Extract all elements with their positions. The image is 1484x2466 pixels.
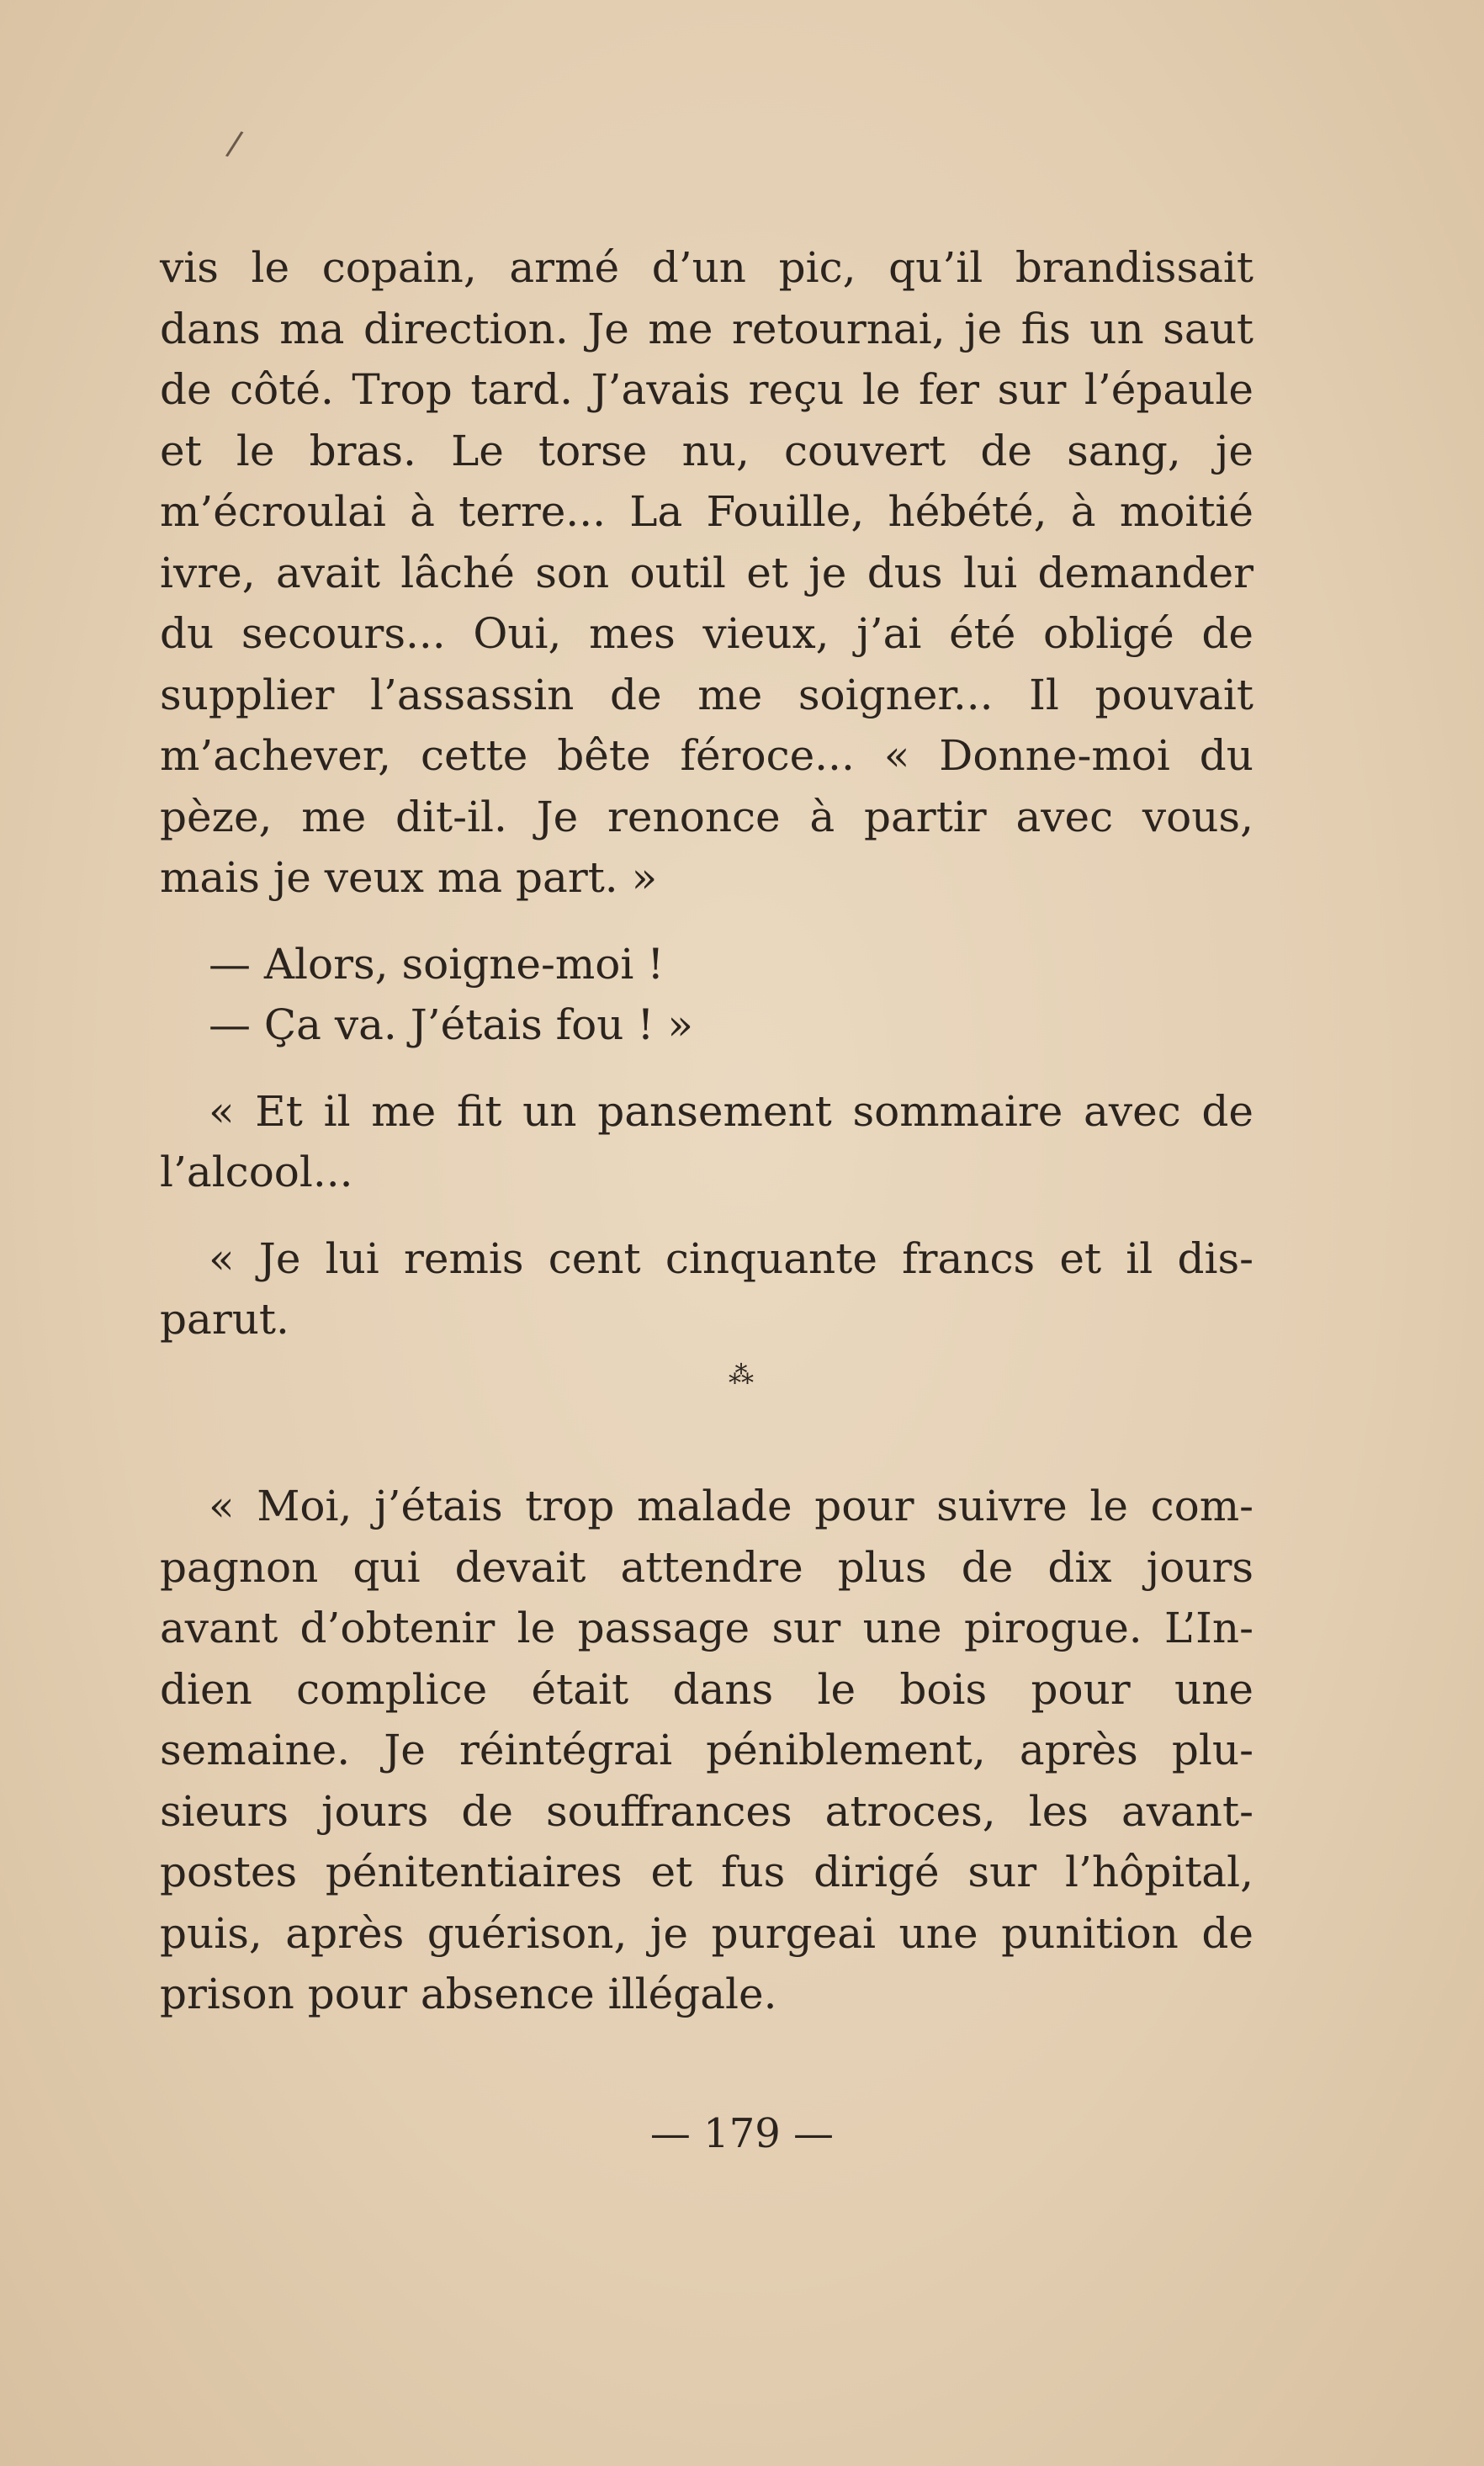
text-line: et le bras. Le torse nu, couvert de sang, je [160, 426, 1253, 475]
text-line: supplier l’assassin de me soigner... Il pouvait [160, 670, 1253, 719]
text-line: m’achever, cette bête féroce... « Donne-moi du [160, 731, 1253, 780]
text-line: postes pénitentiaires et fus dirigé sur l’hôpital, [160, 1848, 1253, 1896]
text-line: sieurs jours de souffrances atroces, les avant- [160, 1786, 1253, 1836]
text-line: puis, après guérison, je purgeai une punition de [160, 1908, 1253, 1958]
text-line: dien complice était dans le bois pour une [160, 1664, 1253, 1714]
text-line: mais je veux ma part. » [160, 853, 658, 902]
text-line: parut. [160, 1295, 289, 1344]
text-line: m’écroulai à terre... La Fouille, hébété, à moitié [160, 487, 1253, 536]
page-number: — 179 — [649, 2110, 835, 2157]
text-line: pèze, me dit-il. Je renonce à partir avec vous, [160, 792, 1253, 841]
text-line: de côté. Trop tard. J’avais reçu le fer sur l’épaule [160, 365, 1253, 414]
paragraph [160, 1228, 1253, 1350]
text-line: l’alcool... [160, 1148, 353, 1196]
text-line: « Je lui remis cent cinquante francs et il dis- [209, 1233, 1253, 1283]
text-line: du secours... Oui, mes vieux, j’ai été obligé de [160, 609, 1253, 658]
text-line: dans ma direction. Je me retournai, je fis un saut [160, 304, 1253, 353]
paragraph [160, 1081, 1253, 1203]
paragraph-final [160, 1476, 1253, 2025]
text-line: vis le copain, armé d’un pic, qu’il brandissait [160, 243, 1253, 292]
dialogue-line: — Ça va. J’étais fou ! » [209, 1000, 693, 1049]
text-line: pagnon qui devait attendre plus de dix jours [160, 1542, 1253, 1592]
ink-mark: / [224, 124, 246, 164]
text-line: semaine. Je réintégrai péniblement, après plu- [160, 1726, 1253, 1774]
text-line: ivre, avait lâché son outil et je dus lui demander [160, 548, 1253, 597]
paragraph-continuation [160, 237, 1253, 1350]
dialogue-line: — Alors, soigne-moi ! [209, 939, 665, 989]
text-line: « Moi, j’étais trop malade pour suivre le com- [209, 1482, 1253, 1530]
text-line: prison pour absence illégale. [160, 1970, 777, 2018]
section-break-asterism: ⁂ [729, 1360, 755, 1390]
text-line: « Et il me fit un pansement sommaire avec de [209, 1086, 1253, 1136]
text-line: avant d’obtenir le passage sur une pirogue. L’In- [160, 1604, 1253, 1652]
